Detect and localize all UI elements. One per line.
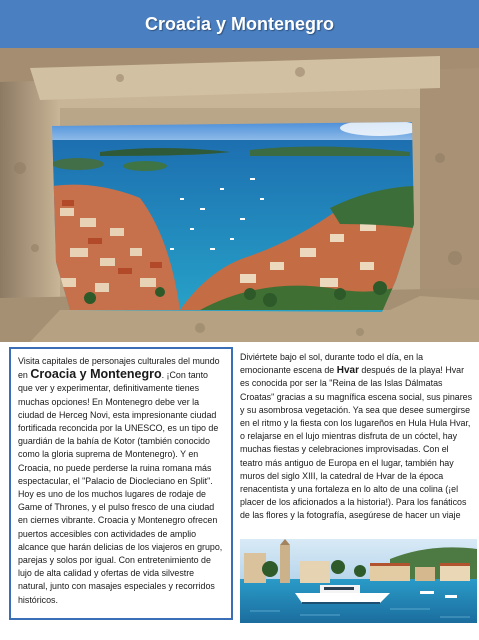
left-text-highlight: Croacia y Montenegro (30, 367, 162, 382)
right-text-highlight: Hvar (336, 365, 359, 377)
harbor-photo (240, 539, 477, 623)
right-text-intro: Diviértete bajo el sol, durante todo el día, en la emocionante escena de (240, 352, 424, 376)
hero-photo-hvar-window (0, 48, 479, 342)
right-text-column (240, 351, 473, 523)
left-text-intro: Visita capitales de personajes culturales del mundo en (18, 356, 220, 381)
page-title: Croacia y Montenegro (144, 13, 335, 34)
right-text-body: después de la playa! Hvar es conocida por ser la "Reina de las Islas Dálmatas Croatas" gracias a su magnífica escena social, sus pinares y su asombrosa vegetación. Ya sea que desee sumergirse en el ritmo y la fiesta con los lugareños en Hula Hula Hvar, o relajarse en el lujo mientras disfruta de un cóctel, hay muchas fiestas y celebraciones improvisadas. Con el teatro más antiguo de Europa en el lugar, también hay muros del siglo XIII, la catedral de Hvar de la época renacentista y una fortaleza en lo alto de una colina (¡el placer de los aficionados a la historia!). Para los fanáticos de las flores y la fotografía, asegúrese de hacer un viaje (240, 365, 473, 521)
left-text-body: . ¡Con tanto que ver y experimentar, definitivamente tienes muchas opciones! En Montenegro debe ver la ciudad de Herceg Novi, esta impresionante ciudad fortificada reconcida por la UNESCO, es un tipo de guardián de la bahía de Kotor (también conocido como la gloria suprema de Montenegro). Y en Croacia, no puede perderse la ruina romana más espectacular, el "Palacio de Diocleciano en Split". Hoy es uno de los muchos lugares de rodaje de Game of Thrones, y el pulso fresco de una ciudad en ciernes vibrante. Croacia y Montenegro ofrecen puertos accesibles con actividades de amplio alcance que harán delicias de los viajeros en grupo, parejas y solos por igual. Con entretenimiento de lujo de alta calidad y ofertas de vida silvestre natural, junto con masajes especiales y recorridos históricos. (18, 370, 223, 605)
title-banner (0, 0, 479, 48)
left-text-box (9, 347, 233, 620)
